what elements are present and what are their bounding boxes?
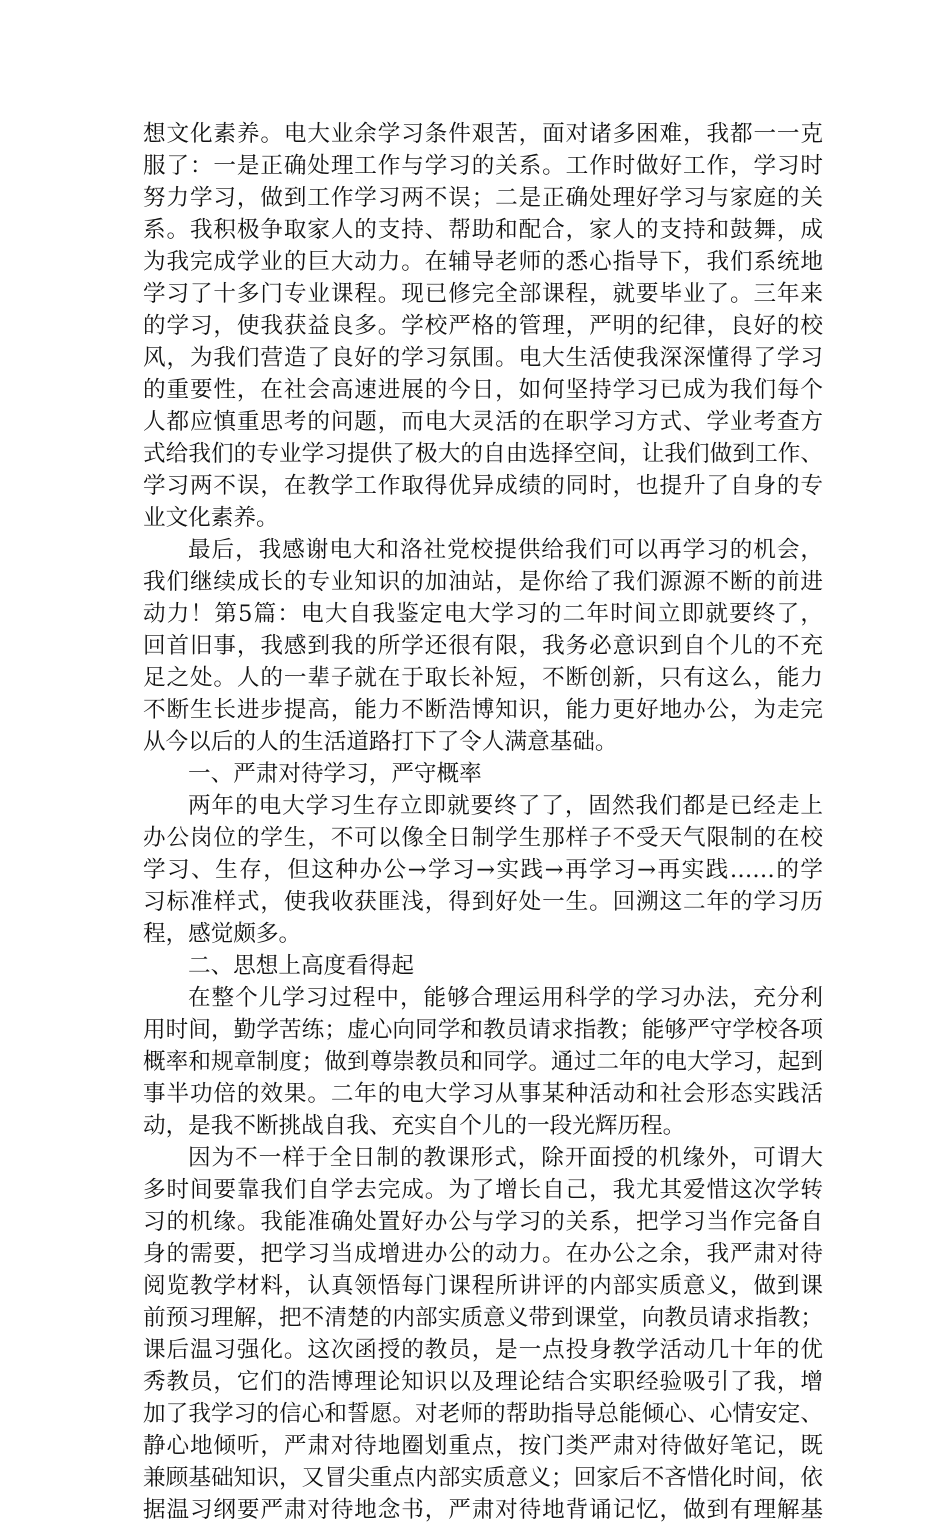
text-line: 人都应慎重思考的问题，而电大灵活的在职学习方式、学业考查方 xyxy=(143,409,823,435)
text-line: 最后，我感谢电大和洛社党校提供给我们可以再学习的机会， xyxy=(188,537,823,563)
text-line: 足之处。人的一辈子就在于取长补短，不断创新，只有这么，能力 xyxy=(143,665,823,691)
text-line: 式给我们的专业学习提供了极大的自由选择空间，让我们做到工作、 xyxy=(143,441,823,467)
text-line: 因为不一样于全日制的教课形式，除开面授的机缘外，可谓大 xyxy=(188,1145,823,1171)
text-line: 据温习纲要严肃对待地念书，严肃对待地背诵记忆，做到有理解基 xyxy=(143,1497,823,1523)
text-line: 从今以后的人的生活道路打下了令人满意基础。 xyxy=(143,729,618,755)
text-line: 两年的电大学习生存立即就要终了了，固然我们都是已经走上 xyxy=(188,793,823,819)
text-line: 不断生长进步提高，能力不断浩博知识，能力更好地办公，为走完 xyxy=(143,697,823,723)
document-body xyxy=(143,118,823,1526)
text-line: 程，感觉颇多。 xyxy=(143,921,302,947)
text-line: 阅览教学材料，认真领悟每门课程所讲评的内部实质意义，做到课 xyxy=(143,1273,823,1299)
text-line: 回首旧事，我感到我的所学还很有限，我务必意识到自个儿的不充 xyxy=(143,633,823,659)
text-line: 办公岗位的学生，不可以像全日制学生那样子不受天气限制的在校 xyxy=(143,825,823,851)
text-line: 秀教员，它们的浩博理论知识以及理论结合实职经验吸引了我，增 xyxy=(143,1369,823,1395)
text-line: 习标准样式，使我收获匪浅，得到好处一生。回溯这二年的学习历 xyxy=(143,889,823,915)
text-line: 想文化素养。电大业余学习条件艰苦，面对诸多困难，我都一一克 xyxy=(143,121,823,147)
text-line: 在整个儿学习过程中，能够合理运用科学的学习办法，充分利 xyxy=(188,985,823,1011)
text-line: 服了：一是正确处理工作与学习的关系。工作时做好工作，学习时 xyxy=(143,153,823,179)
text-line: 用时间，勤学苦练；虚心向同学和教员请求指教；能够严守学校各项 xyxy=(143,1017,823,1043)
text-line: 前预习理解，把不清楚的内部实质意义带到课堂，向教员请求指教； xyxy=(143,1305,823,1331)
text-line: 为我完成学业的巨大动力。在辅导老师的悉心指导下，我们系统地 xyxy=(143,249,823,275)
text-line: 动力！第5篇：电大自我鉴定电大学习的二年时间立即就要终了， xyxy=(143,601,823,627)
text-line: 学习、生存，但这种办公→学习→实践→再学习→再实践……的学 xyxy=(143,857,823,883)
text-line: 我们继续成长的专业知识的加油站，是你给了我们源源不断的前进 xyxy=(143,569,823,595)
text-line: 习的机缘。我能准确处置好办公与学习的关系，把学习当作完备自 xyxy=(143,1209,823,1235)
text-line: 多时间要靠我们自学去完成。为了增长自己，我尤其爱惜这次学转 xyxy=(143,1177,823,1203)
text-line: 加了我学习的信心和誓愿。对老师的帮助指导总能倾心、心情安定、 xyxy=(143,1401,823,1427)
text-line: 努力学习，做到工作学习两不误；二是正确处理好学习与家庭的关 xyxy=(143,185,823,211)
text-line: 的学习，使我获益良多。学校严格的管理，严明的纪律，良好的校 xyxy=(143,313,823,339)
text-line: 系。我积极争取家人的支持、帮助和配合，家人的支持和鼓舞，成 xyxy=(143,217,823,243)
text-line: 概率和规章制度；做到尊崇教员和同学。通过二年的电大学习，起到 xyxy=(143,1049,823,1075)
text-line: 课后温习强化。这次函授的教员，是一点投身教学活动几十年的优 xyxy=(143,1337,823,1363)
text-line: 学习了十多门专业课程。现已修完全部课程，就要毕业了。三年来 xyxy=(143,281,823,307)
text-line: 风，为我们营造了良好的学习氛围。电大生活使我深深懂得了学习 xyxy=(143,345,823,371)
text-line: 静心地倾听，严肃对待地圈划重点，按门类严肃对待做好笔记，既 xyxy=(143,1433,823,1459)
text-line: 事半功倍的效果。二年的电大学习从事某种活动和社会形态实践活 xyxy=(143,1081,823,1107)
text-line: 一、严肃对待学习，严守概率 xyxy=(188,761,482,787)
text-line: 的重要性，在社会高速进展的今日，如何坚持学习已成为我们每个 xyxy=(143,377,823,403)
text-line: 身的需要，把学习当成增进办公的动力。在办公之余，我严肃对待 xyxy=(143,1241,823,1267)
text-line: 动，是我不断挑战自我、充实自个儿的一段光辉历程。 xyxy=(143,1113,686,1139)
text-line: 兼顾基础知识，又冒尖重点内部实质意义；回家后不吝惜化时间，依 xyxy=(143,1465,823,1491)
text-line: 二、思想上高度看得起 xyxy=(188,953,414,979)
text-line: 学习两不误，在教学工作取得优异成绩的同时，也提升了自身的专 xyxy=(143,473,823,499)
text-line: 业文化素养。 xyxy=(143,505,279,531)
